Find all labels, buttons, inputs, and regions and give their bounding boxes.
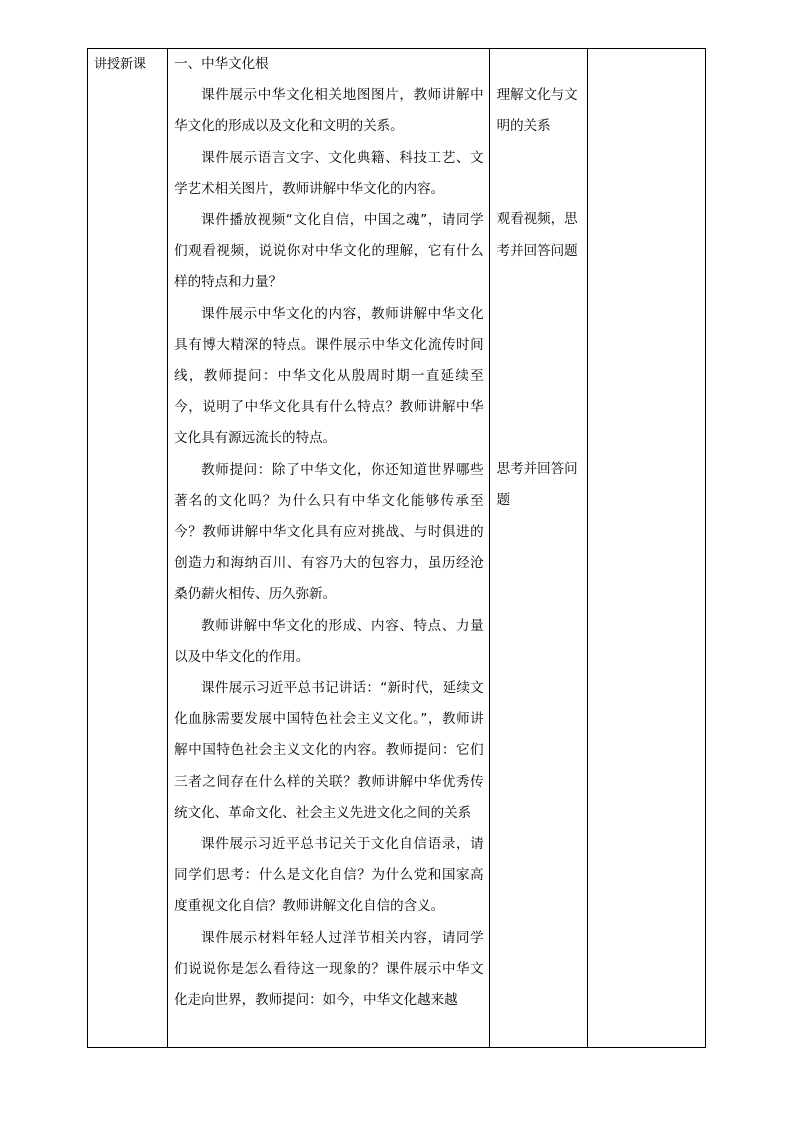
teacher-paragraph: 课件展示中华文化相关地图图片，教师讲解中华文化的形成以及文化和文明的关系。: [174, 87, 484, 135]
teacher-paragraph: 课件展示材料年轻人过洋节相关内容，请同学们说说你是怎么看待这一现象的？课件展示中华文化走向世界，教师提问：如今，中华文化越来越: [174, 929, 484, 1009]
teacher-paragraph: 课件播放视频“文化自信，中国之魂”，请同学们观看视频，说说你对中华文化的理解，它有什么样的特点和力量？: [174, 212, 484, 291]
teacher-activity-cell: [168, 49, 490, 1048]
teacher-paragraph: 课件展示中华文化的内容，教师讲解中华文化具有博大精深的特点。课件展示中华文化流传时间线，教师提问：中华文化从殷周时期一直延续至今，说明了中华文化具有什么特点？教师讲解中华文化具有源远流长的特点。: [174, 305, 484, 447]
teacher-paragraph: 教师提问：除了中华文化，你还知道世界哪些著名的文化吗？为什么只有中华文化能够传承至今？教师讲解中华文化具有应对挑战、与时俱进的创造力和海纳百川、有容乃大的包容力，虽历经沧桑仍薪火相传、历久弥新。: [174, 461, 484, 603]
stage-cell: [88, 49, 168, 1048]
student-note: 理解文化与文明的关系: [496, 87, 578, 135]
student-activity-cell: [489, 49, 587, 1048]
teacher-paragraph: 课件展示习近平总书记讲话：“新时代，延续文化血脉需要发展中国特色社会主义文化。”，教师讲解中国特色社会主义文化的内容。教师提问：它们三者之间存在什么样的关联？教师讲解中华优秀传统文化、革命文化、社会主义先进文化之间的关系: [174, 680, 484, 821]
stage-label: 讲授新课: [94, 57, 147, 72]
student-note: 观看视频，思考并回答问题: [496, 211, 578, 259]
section-heading: 一、中华文化根: [174, 56, 269, 72]
teacher-paragraph: 课件展示语言文字、文化典籍、科技工艺、文学艺术相关图片，教师讲解中华文化的内容。: [174, 149, 484, 197]
teacher-paragraph: 教师讲解中华文化的形成、内容、特点、力量以及中华文化的作用。: [174, 617, 484, 665]
teacher-paragraph: 课件展示习近平总书记关于文化自信语录，请同学们思考：什么是文化自信？为什么党和国家高度重视文化自信？教师讲解文化自信的含义。: [174, 836, 484, 915]
notes-cell: [587, 49, 705, 1048]
lesson-row: [88, 49, 706, 1048]
student-note: 思考并回答问题: [496, 460, 578, 509]
lesson-plan-table: [87, 48, 706, 1048]
